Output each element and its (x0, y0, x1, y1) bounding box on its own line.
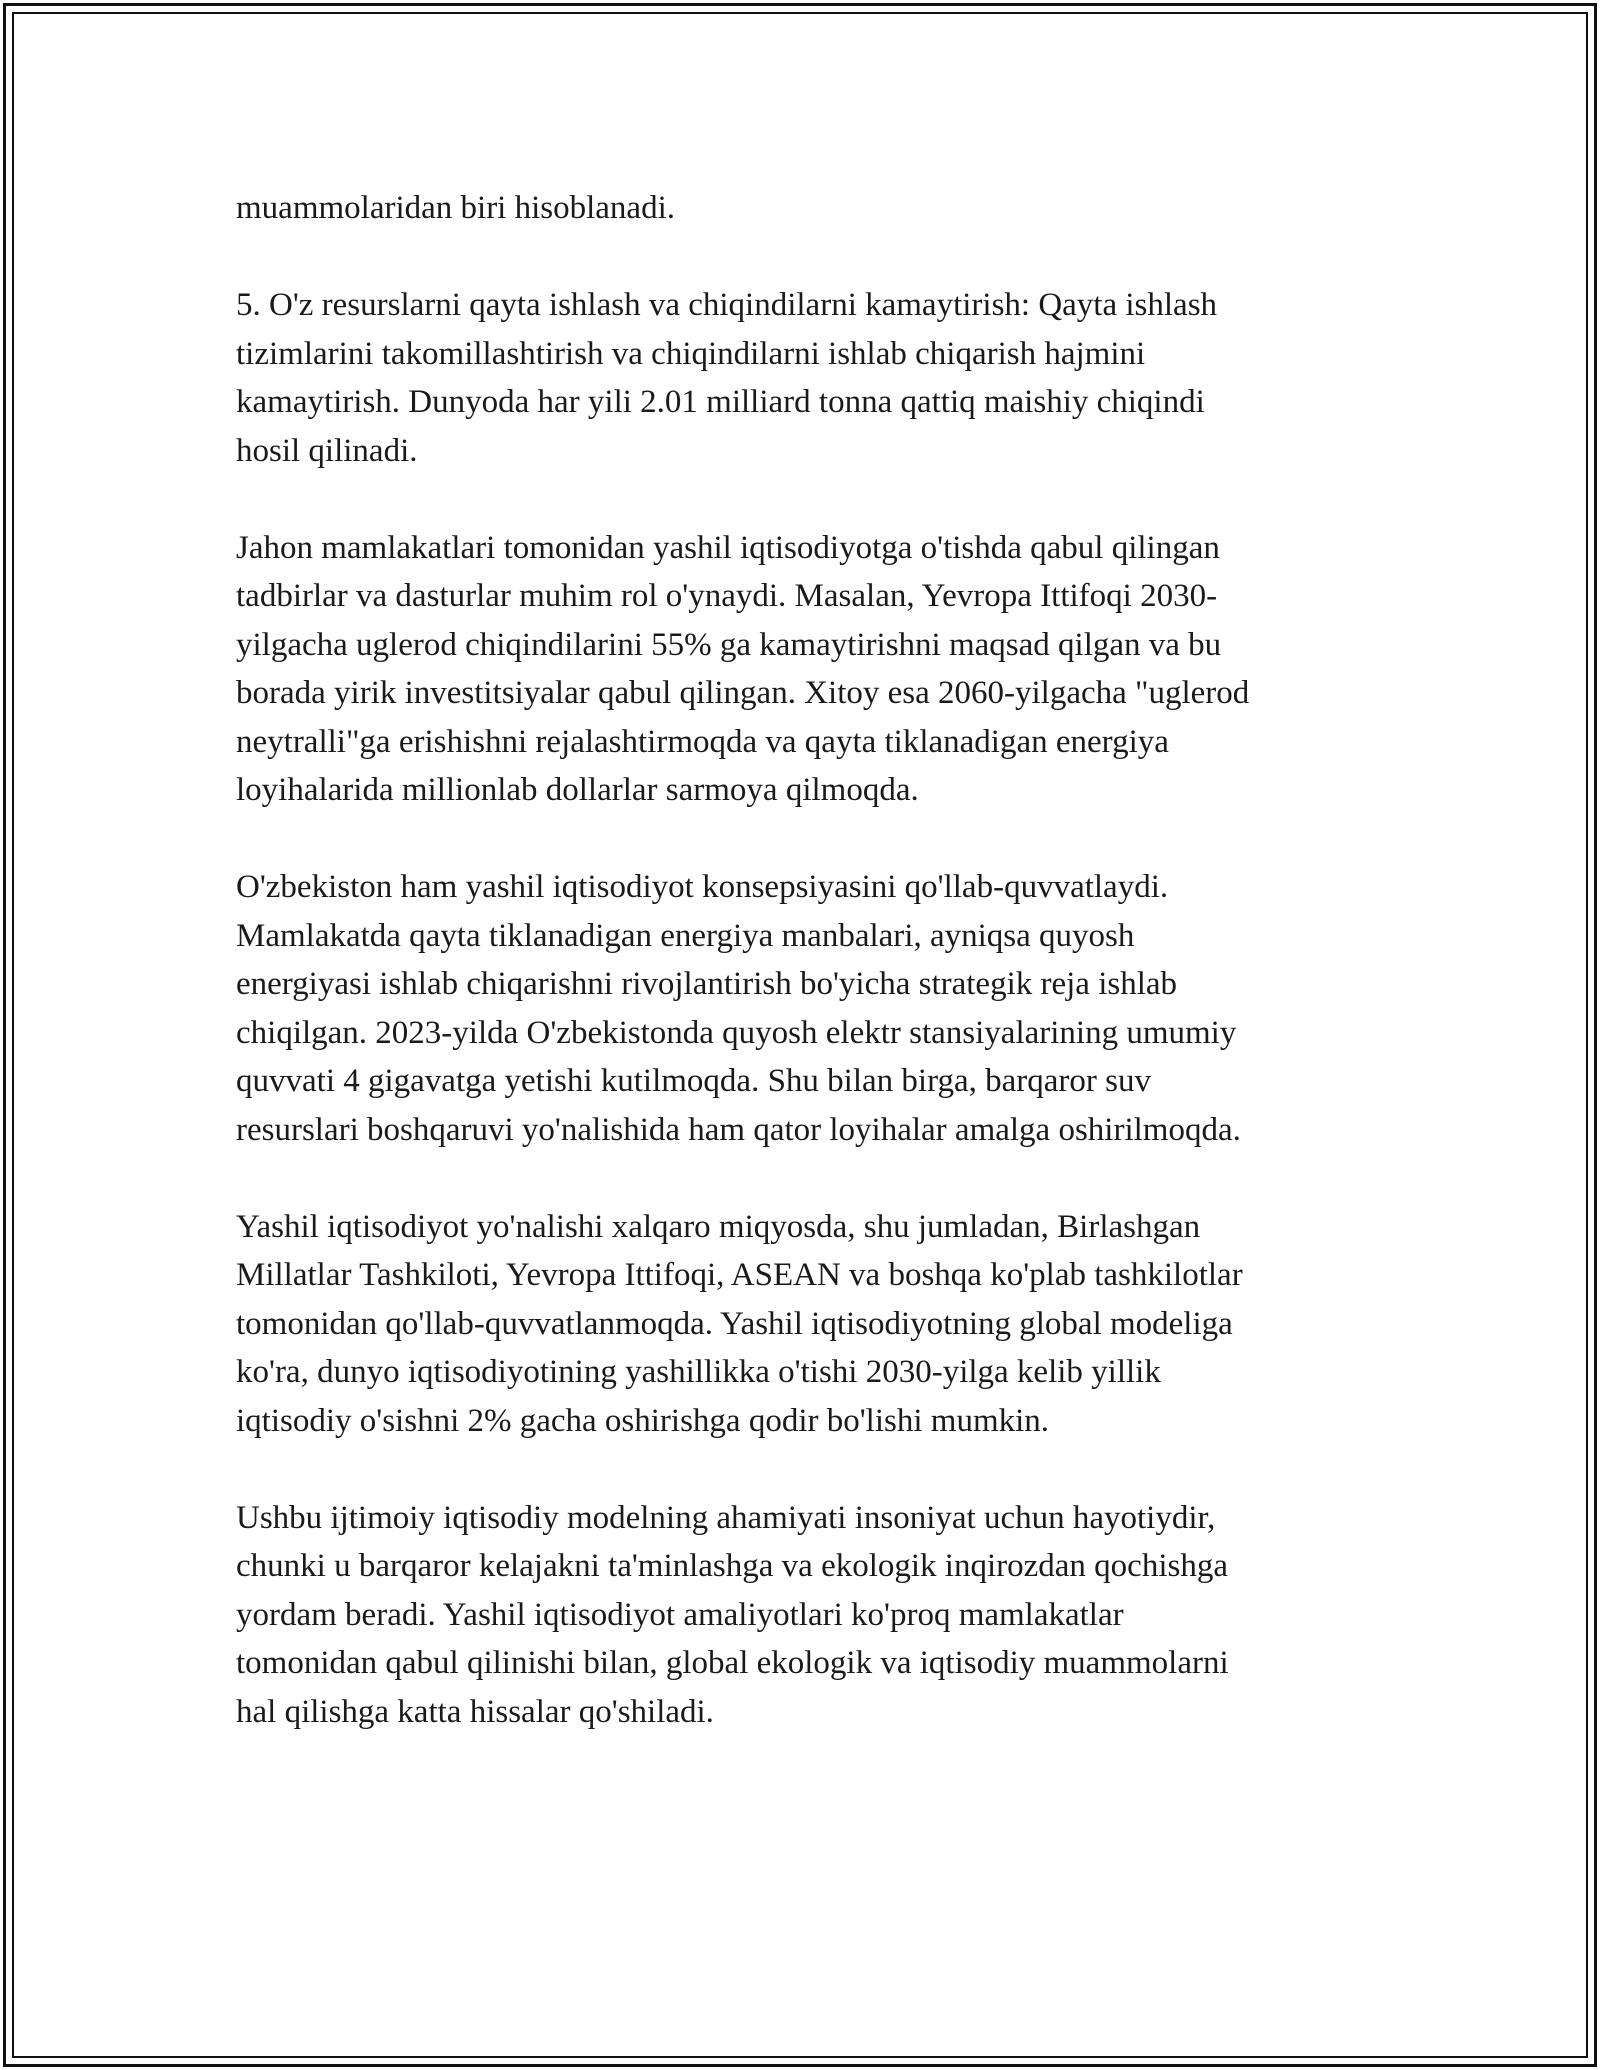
paragraph-continuation: muammolaridan biri hisoblanadi. (236, 190, 675, 226)
paragraph-item-5: 5. O'z resurslarni qayta ishlash va chiqindilarni kamaytirish: Qayta ishlash tizimlarini takomillashtirish va chiqindilarni ishlab chiqarish hajmini kamaytirish. Dunyoda har yili 2.01 milliard tonna qattiq maishiy chiqindi hosil qilinadi. (236, 287, 1218, 469)
paragraph-conclusion: Ushbu ijtimoiy iqtisodiy modelning ahamiyati insoniyat uchun hayotiydir, chunki u barqaror kelajakni ta'minlashga va ekologik inqirozdan qochishga yordam beradi. Yashil iqtisodiyot amaliyotlari ko'proq mamlakatlar tomonidan qabul qilinishi bilan, global ekologik va iqtisodiy muammolarni hal qilishga katta hissalar qo'shiladi. (236, 1499, 1229, 1730)
document-body (236, 184, 1386, 1785)
paragraph-uzbekistan: O'zbekiston ham yashil iqtisodiyot konsepsiyasini qo'llab-quvvatlaydi. Mamlakatda qayta tiklanadigan energiya manbalari, ayniqsa quyosh energiyasi ishlab chiqarishni rivojlantirish bo'yicha strategik reja ishlab chiqilgan. 2023-yilda O'zbekistonda quyosh elektr stansiyalarining umumiy quvvati 4 gigavatga yetishi kutilmoqda. Shu bilan birga, barqaror suv resurslari boshqaruvi yo'nalishida ham qator loyihalar amalga oshirilmoqda. (236, 869, 1241, 1148)
paragraph-world-measures: Jahon mamlakatlari tomonidan yashil iqtisodiyotga o'tishda qabul qilingan tadbirlar va dasturlar muhim rol o'ynaydi. Masalan, Yevropa Ittifoqi 2030- yilgacha uglerod chiqindilarini 55% ga kamaytirishni maqsad qilgan va bu borada yirik investitsiyalar qabul qilingan. Xitoy esa 2060-yilgacha "uglerod neytralli"ga erishishni rejalashtirmoqda va qayta tiklanadigan energiya loyihalarida millionlab dollarlar sarmoya qilmoqda. (236, 529, 1250, 808)
paragraph-international-support: Yashil iqtisodiyot yo'nalishi xalqaro miqyosda, shu jumladan, Birlashgan Millatlar Tashkiloti, Yevropa Ittifoqi, ASEAN va boshqa ko'plab tashkilotlar tomonidan qo'llab-quvvatlanmoqda. Yashil iqtisodiyotning global modeliga ko'ra, dunyo iqtisodiyotining yashillikka o'tishi 2030-yilga kelib yillik iqtisodiy o'sishni 2% gacha oshirishga qodir bo'lishi mumkin. (236, 1208, 1243, 1439)
